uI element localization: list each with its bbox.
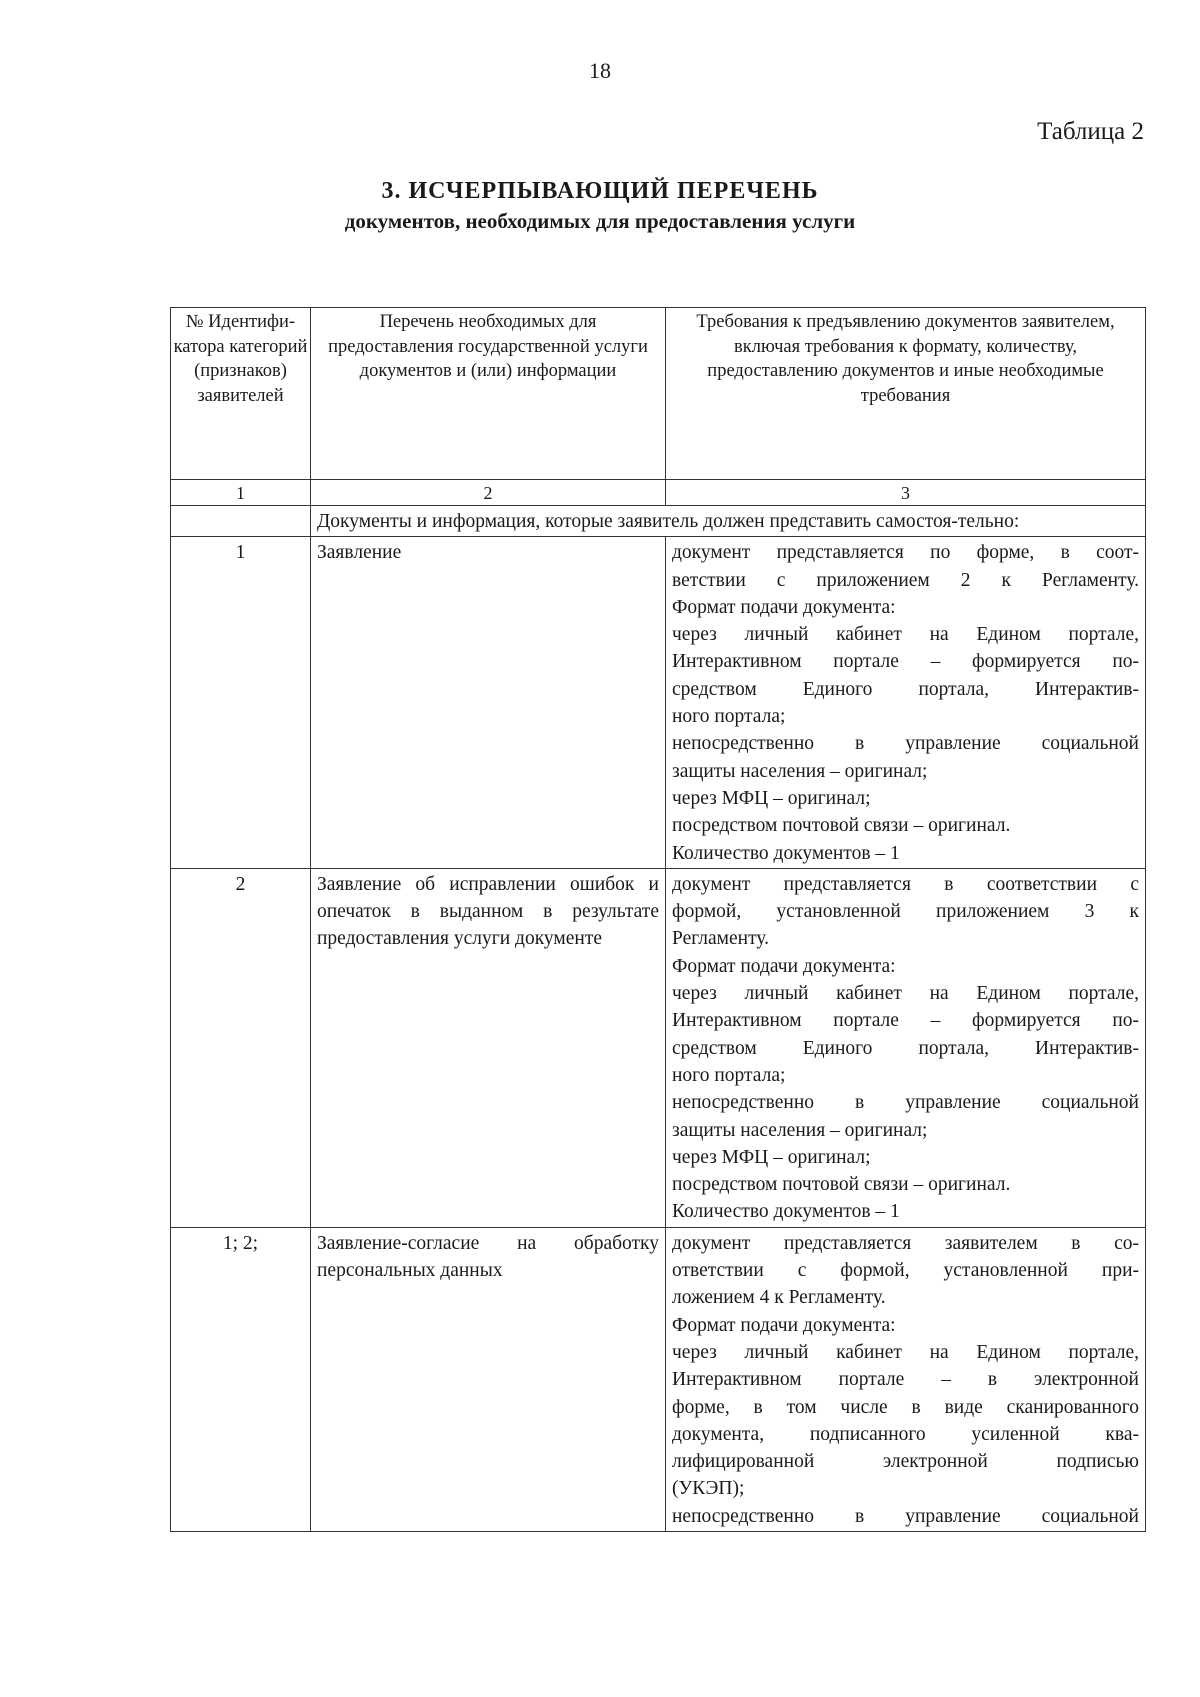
requirement-line: ложением 4 к Регламенту. bbox=[672, 1287, 886, 1309]
requirement-line: форме, в том числе в виде сканированного bbox=[672, 1396, 1139, 1418]
table-row bbox=[171, 537, 1146, 869]
row-document: Заявление-согласие на обработку персональных данных bbox=[311, 1227, 666, 1531]
section-caption-row bbox=[171, 506, 1146, 537]
row-id: 1; 2; bbox=[171, 1227, 311, 1531]
requirement-line: документ представляется заявителем в со- bbox=[672, 1232, 1139, 1254]
requirement-line: через МФЦ – оригинал; bbox=[672, 787, 871, 809]
row-requirements bbox=[666, 868, 1146, 1227]
requirement-line: лифицированной электронной подписью bbox=[672, 1451, 1139, 1473]
requirement-line: через МФЦ – оригинал; bbox=[672, 1146, 871, 1168]
requirement-line: средством Единого портала, Интерактив- bbox=[672, 678, 1139, 700]
requirement-line: (УКЭП); bbox=[672, 1478, 745, 1500]
requirement-line: Формат подачи документа: bbox=[672, 955, 896, 977]
requirement-line: защиты населения – оригинал; bbox=[672, 760, 928, 782]
empty-cell bbox=[171, 506, 311, 537]
requirement-line: Количество документов – 1 bbox=[672, 842, 900, 864]
requirement-line: Регламенту. bbox=[672, 928, 770, 950]
requirement-line: посредством почтовой связи – оригинал. bbox=[672, 815, 1011, 837]
requirement-line: Формат подачи документа: bbox=[672, 596, 896, 618]
row-requirements bbox=[666, 537, 1146, 869]
column-number: 2 bbox=[311, 480, 666, 506]
column-numbers-row bbox=[171, 480, 1146, 506]
requirement-line: Интерактивном портале – в электронной bbox=[672, 1369, 1139, 1391]
requirement-line: через личный кабинет на Едином портале, bbox=[672, 983, 1139, 1005]
table-label: Таблица 2 bbox=[1037, 118, 1144, 145]
requirement-line: ветствии с приложением 2 к Регламенту. bbox=[672, 569, 1139, 591]
documents-table bbox=[170, 307, 1146, 1532]
title-line-2: документов, необходимых для предоставления услуги bbox=[344, 209, 856, 233]
table-row bbox=[171, 868, 1146, 1227]
requirement-line: Интерактивном портале – формируется по- bbox=[672, 651, 1139, 673]
requirement-line: через личный кабинет на Едином портале, bbox=[672, 1341, 1139, 1363]
row-id: 2 bbox=[171, 868, 311, 1227]
requirement-line: ответствии с формой, установленной при- bbox=[672, 1260, 1139, 1282]
requirement-line: документа, подписанного усиленной ква- bbox=[672, 1423, 1139, 1445]
title-line-1: 3. ИСЧЕРПЫВАЮЩИЙ ПЕРЕЧЕНЬ bbox=[381, 178, 819, 204]
row-document: Заявление bbox=[311, 537, 666, 869]
header-cell-category-id: № Идентифи-катора категорий (признаков) заявителей bbox=[171, 308, 311, 480]
section-caption: Документы и информация, которые заявитель должен представить самостоя-тельно: bbox=[311, 506, 1146, 537]
column-number: 3 bbox=[666, 480, 1146, 506]
requirement-line: Количество документов – 1 bbox=[672, 1201, 900, 1223]
requirement-line: посредством почтовой связи – оригинал. bbox=[672, 1174, 1011, 1196]
requirement-line: документ представляется в соответствии с bbox=[672, 873, 1139, 895]
row-requirements bbox=[666, 1227, 1146, 1531]
requirement-line: через личный кабинет на Едином портале, bbox=[672, 624, 1139, 646]
header-cell-requirements: Требования к предъявлению документов заявителем, включая требования к формату, количеству, предоставлению документов и иные необходимые требования bbox=[666, 308, 1146, 480]
requirement-line: Интерактивном портале – формируется по- bbox=[672, 1010, 1139, 1032]
table-row bbox=[171, 1227, 1146, 1531]
document-title bbox=[0, 178, 1200, 234]
requirement-line: непосредственно в управление социальной bbox=[672, 733, 1139, 755]
requirement-line: ного портала; bbox=[672, 706, 786, 728]
table-header-row bbox=[171, 308, 1146, 480]
row-document: Заявление об исправлении ошибок и опечаток в выданном в результате предоставления услуги документе bbox=[311, 868, 666, 1227]
requirement-line: ного портала; bbox=[672, 1064, 786, 1086]
row-id: 1 bbox=[171, 537, 311, 869]
requirement-line: защиты населения – оригинал; bbox=[672, 1119, 928, 1141]
requirement-line: непосредственно в управление социальной bbox=[672, 1092, 1139, 1114]
header-cell-documents: Перечень необходимых для предоставления государственной услуги документов и (или) информации bbox=[311, 308, 666, 480]
requirement-line: средством Единого портала, Интерактив- bbox=[672, 1037, 1139, 1059]
requirement-line: формой, установленной приложением 3 к bbox=[672, 901, 1139, 923]
column-number: 1 bbox=[171, 480, 311, 506]
requirement-line: Формат подачи документа: bbox=[672, 1314, 896, 1336]
page-number: 18 bbox=[589, 58, 611, 83]
requirement-line: непосредственно в управление социальной bbox=[672, 1505, 1139, 1527]
requirement-line: документ представляется по форме, в соот- bbox=[672, 542, 1139, 564]
